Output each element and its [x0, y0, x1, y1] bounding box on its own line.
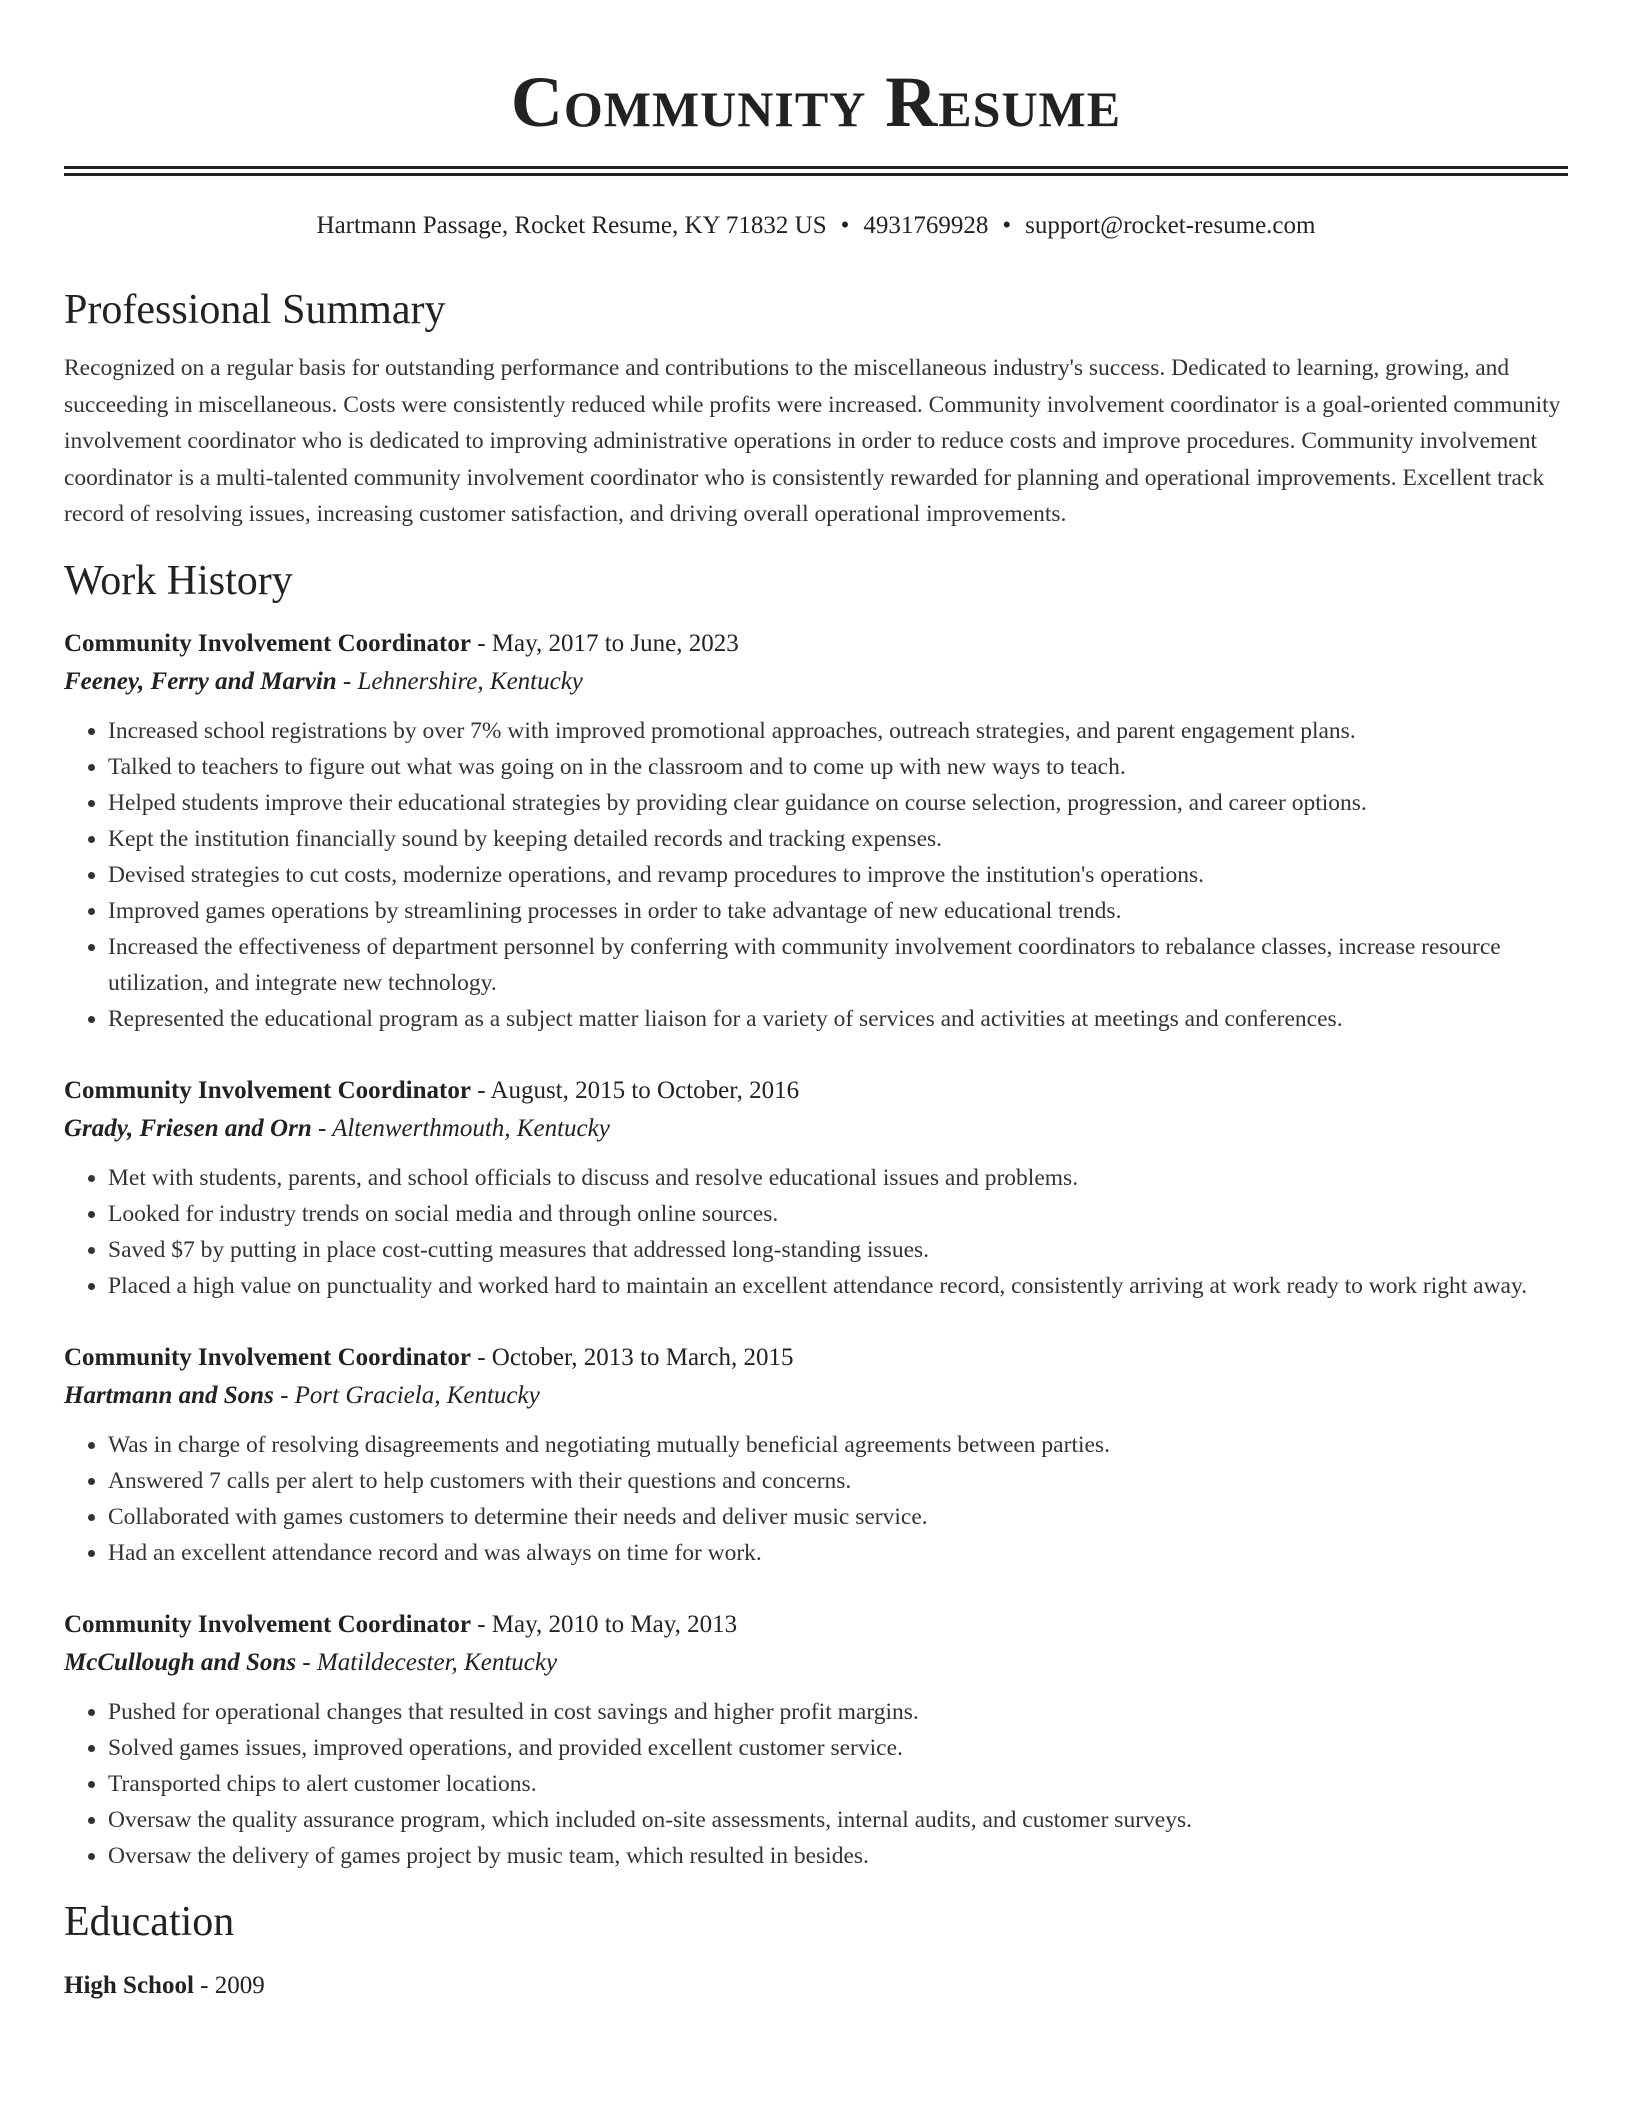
contact-line — [64, 210, 1568, 242]
summary-text: Recognized on a regular basis for outstanding performance and contributions to the miscellaneous industry's success. Dedicated to learning, growing, and succeeding in miscellaneous. Costs were consistently reduced while profits were increased. Community involvement coordinator is a goal-oriented community involvement coordinator who is dedicated to improving administrative operations in order to reduce costs and improve procedures. Community involvement coordinator is a multi-talented community involvement coordinator who is consistently rewarded for planning and operational improvements. Excellent track record of resolving issues, increasing customer satisfaction, and driving overall operational improvements. — [64, 355, 1561, 527]
job-location: - Port Graciela, Kentucky — [273, 1381, 540, 1409]
job-bullets — [64, 1427, 1568, 1571]
job-bullet: • Increased the effectiveness of department personnel by conferring with community involvement coordinators to rebalance classes, increase resource utilization, and integrate new technology. — [108, 929, 1568, 1001]
job-header — [64, 625, 1568, 663]
job-header — [64, 1072, 1568, 1110]
job-bullets — [64, 713, 1568, 1037]
job-company: McCullough and Sons — [64, 1648, 297, 1676]
job-company: Feeney, Ferry and Marvin — [64, 667, 337, 695]
job-bullet: • Placed a high value on punctuality and worked hard to maintain an excellent attendance record, consistently arriving at work ready to work right away. — [108, 1268, 1568, 1304]
resume-title: Community Resume — [510, 62, 1122, 142]
job-bullet: • Devised strategies to cut costs, modernize operations, and revamp procedures to improve the institution's operations. — [108, 857, 1568, 893]
job-title: Community Involvement Coordinator — [64, 1610, 471, 1638]
education-entry — [64, 1968, 1568, 2004]
job-bullet: • Oversaw the quality assurance program, which included on-site assessments, internal audits, and customer surveys. — [108, 1802, 1568, 1838]
work-history-heading: Work History — [64, 557, 293, 604]
job-header — [64, 1606, 1568, 1644]
job-entry — [64, 1606, 1568, 1874]
job-bullet: • Transported chips to alert customer locations. — [108, 1766, 1568, 1802]
job-bullets — [64, 1160, 1568, 1304]
contact-separator: • — [840, 212, 850, 239]
job-bullet: • Solved games issues, improved operations, and provided excellent customer service. — [108, 1730, 1568, 1766]
job-company: Grady, Friesen and Orn — [64, 1114, 312, 1142]
job-title: Community Involvement Coordinator — [64, 1076, 471, 1104]
education-year: - 2009 — [193, 1971, 265, 1999]
job-location: - Lehnershire, Kentucky — [336, 667, 583, 695]
job-entry — [64, 625, 1568, 1037]
contact-email: support@rocket-resume.com — [1025, 212, 1316, 239]
job-bullet: • Increased school registrations by over 7% with improved promotional approaches, outreach strategies, and parent engagement plans. — [108, 713, 1568, 749]
job-bullet: • Answered 7 calls per alert to help customers with their questions and concerns. — [108, 1463, 1568, 1499]
job-bullet: • Oversaw the delivery of games project by music team, which resulted in besides. — [108, 1838, 1568, 1874]
job-bullet: • Helped students improve their educational strategies by providing clear guidance on course selection, progression, and career options. — [108, 785, 1568, 821]
title-double-rule — [64, 166, 1568, 176]
job-dates: - August, 2015 to October, 2016 — [470, 1076, 800, 1104]
contact-address: Hartmann Passage, Rocket Resume, KY 71832 US — [316, 212, 827, 239]
job-company-line — [64, 1644, 1568, 1682]
job-bullet: • Pushed for operational changes that resulted in cost savings and higher profit margins. — [108, 1694, 1568, 1730]
job-dates: - May, 2010 to May, 2013 — [470, 1610, 738, 1638]
job-bullet: • Improved games operations by streamlining processes in order to take advantage of new educational trends. — [108, 893, 1568, 929]
job-company: Hartmann and Sons — [64, 1381, 274, 1409]
job-bullet: • Collaborated with games customers to determine their needs and deliver music service. — [108, 1499, 1568, 1535]
education-degree: High School — [64, 1971, 194, 1999]
job-company-line — [64, 1110, 1568, 1148]
job-bullet: • Talked to teachers to figure out what was going on in the classroom and to come up with new ways to teach. — [108, 749, 1568, 785]
job-bullet: • Looked for industry trends on social media and through online sources. — [108, 1196, 1568, 1232]
job-bullet: • Saved $7 by putting in place cost-cutting measures that addressed long-standing issues. — [108, 1232, 1568, 1268]
job-bullets — [64, 1694, 1568, 1874]
job-entry — [64, 1072, 1568, 1304]
contact-phone: 4931769928 — [863, 212, 989, 239]
education-heading: Education — [64, 1898, 235, 1945]
job-bullet: • Met with students, parents, and school officials to discuss and resolve educational issues and problems. — [108, 1160, 1568, 1196]
job-dates: - May, 2017 to June, 2023 — [470, 629, 739, 657]
job-bullet: • Was in charge of resolving disagreements and negotiating mutually beneficial agreements between parties. — [108, 1427, 1568, 1463]
job-dates: - October, 2013 to March, 2015 — [470, 1343, 794, 1371]
job-title: Community Involvement Coordinator — [64, 629, 471, 657]
job-bullet: • Had an excellent attendance record and was always on time for work. — [108, 1535, 1568, 1571]
job-bullet: • Represented the educational program as a subject matter liaison for a variety of services and activities at meetings and conferences. — [108, 1001, 1568, 1037]
job-bullet: • Kept the institution financially sound by keeping detailed records and tracking expenses. — [108, 821, 1568, 857]
contact-separator: • — [1002, 212, 1012, 239]
job-entry — [64, 1339, 1568, 1571]
job-company-line — [64, 663, 1568, 701]
job-company-line — [64, 1377, 1568, 1415]
job-location: - Matildecester, Kentucky — [296, 1648, 558, 1676]
job-header — [64, 1339, 1568, 1377]
summary-heading: Professional Summary — [64, 287, 446, 333]
job-location: - Altenwerthmouth, Kentucky — [311, 1114, 610, 1142]
job-title: Community Involvement Coordinator — [64, 1343, 471, 1371]
